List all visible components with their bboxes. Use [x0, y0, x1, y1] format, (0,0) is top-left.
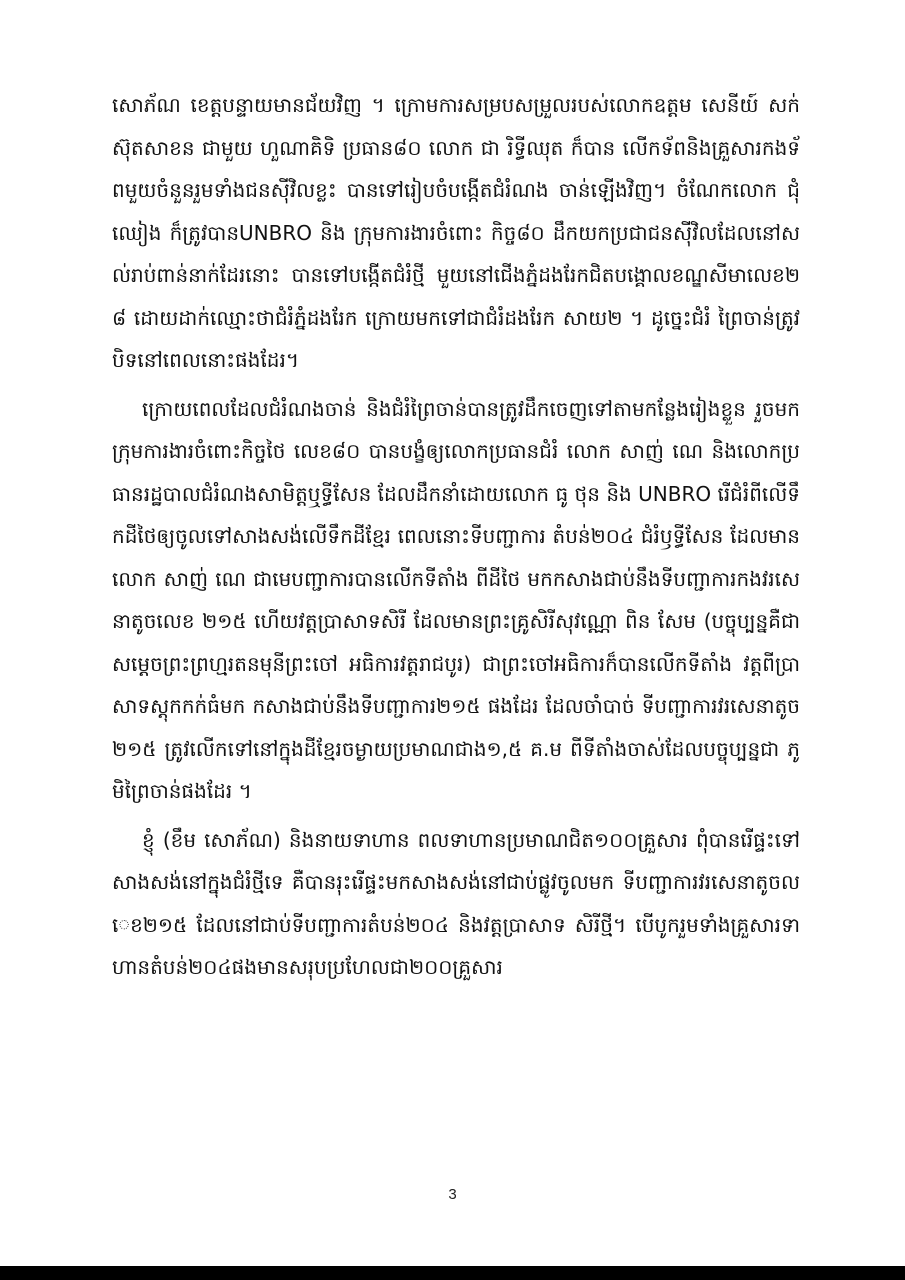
bottom-border	[0, 1266, 905, 1280]
paragraph-3: ខ្ញុំ (ខឹម សោភ័ណ) និងនាយទាហាន ពលទាហានប្រមាណជិត១០០គ្រួសារ ពុំបានរើផ្ទះទៅសាងសង់នៅក្នុងជំរំថ្មីទេ គឺបានរុះរើផ្ទះមកសាងសង់នៅជាប់ផ្លូវចូលមក ទីបញ្ជាការវរសេនាតូចលេខ២១៥ ដែលនៅជាប់ទីបញ្ជាការតំបន់២០៤ និងវត្តប្រាសាទ សិរីថ្មី។ បើបូករួមទាំងគ្រួសារទាហានតំបន់២០៤ផងមានសរុបប្រហែលជា២០០គ្រួសារ	[112, 827, 800, 979]
paragraph-1: សោភ័ណ ខេត្តបន្ទាយមានជ័យវិញ ។ ក្រោមការសម្របសម្រួលរបស់លោកឧត្តម សេនីយ៍ សក់ ស៊ុតសាខន ជាមួយ ហួណាគិទិ ប្រធាន៨០ លោក ជា រិទ្ធីឈុត ក៏បាន លើកទ័ពនិងគ្រួសារកងទ័ពមួយចំនួនរួមទាំងជនស៊ីវិលខ្លះ បានទៅរៀបចំបង្កើតជំរំណង ចាន់ឡើងវិញ។ ចំណែកលោក ជុំ ឈៀង ក៏ត្រូវបានUNBRO និង ក្រុមការងារចំពោះ កិច្ច៨០ ដឹកយកប្រជាជនស៊ីវិលដែលនៅសល់រាប់ពាន់នាក់ដែរនោះ បានទៅបង្កើតជំរំថ្មី មួយនៅជើងភ្នំដងរែកជិតបង្គោលខណ្ឌសីមាលេខ២៨ ដោយដាក់ឈ្មោះថាជំរំភ្នំដងរែក ក្រោយមកទៅជាជំរំដងរែក សាយ២ ។ ដូច្នេះជំរំ ព្រៃចាន់ត្រូវបិទនៅពេលនោះផងដែរ។	[112, 93, 800, 372]
page-number: 3	[448, 1186, 457, 1203]
body-text	[112, 84, 800, 989]
paragraph-2: ក្រោយពេលដែលជំរំណងចាន់ និងជំរំព្រៃចាន់បានត្រូវដឹកចេញទៅតាមកន្លែងរៀងខ្លួន រួចមក ក្រុមការងារចំពោះកិច្ចថៃ លេខ៨០ បានបង្ខំឲ្យលោកប្រធានជំរំ លោក សាញ់ ណេ និងលោកប្រធានរដ្ឋបាលជំរំណងសាមិត្តឬទ្ធីសែន ដែលដឹកនាំដោយលោក ធូ ថុន និង UNBRO រើជំរំពីលើទឹកដីថៃឲ្យចូលទៅសាងសង់លើទឹកដីខ្មែរ ពេលនោះទីបញ្ជាការ តំបន់២០៤ ជំរំឫទ្ធីសែន ដែលមានលោក សាញ់ ណេ ជាមេបញ្ជាការបានលើកទីតាំង ពីដីថៃ មកកសាងជាប់នឹងទីបញ្ជាការកងវរសេនាតូចលេខ ២១៥ ហើយវត្តប្រាសាទសិរី ដែលមានព្រះគ្រូសិរីសុវណ្ណោ ពិន សែម (បច្ចុប្បន្នគឺជា សម្តេចព្រះព្រហ្មរតនមុនីព្រះចៅ អធិការវត្តរាជបូរ) ជាព្រះចៅអធិការក៏បានលើកទីតាំង វត្តពីប្រាសាទស្តុកកក់ធំមក កសាងជាប់នឹងទីបញ្ជាការ២១៥ ផងដែរ ដែលចាំបាច់ ទីបញ្ជាការវរសេនាតូច២១៥ ត្រូវលើកទៅនៅក្នុងដីខ្មែរចម្ងាយប្រមាណជាង១,៥ គ.ម ពីទីតាំងចាស់ដែលបច្ចុប្បន្នជា ភូមិព្រៃចាន់ផងដែរ ។	[112, 396, 800, 803]
